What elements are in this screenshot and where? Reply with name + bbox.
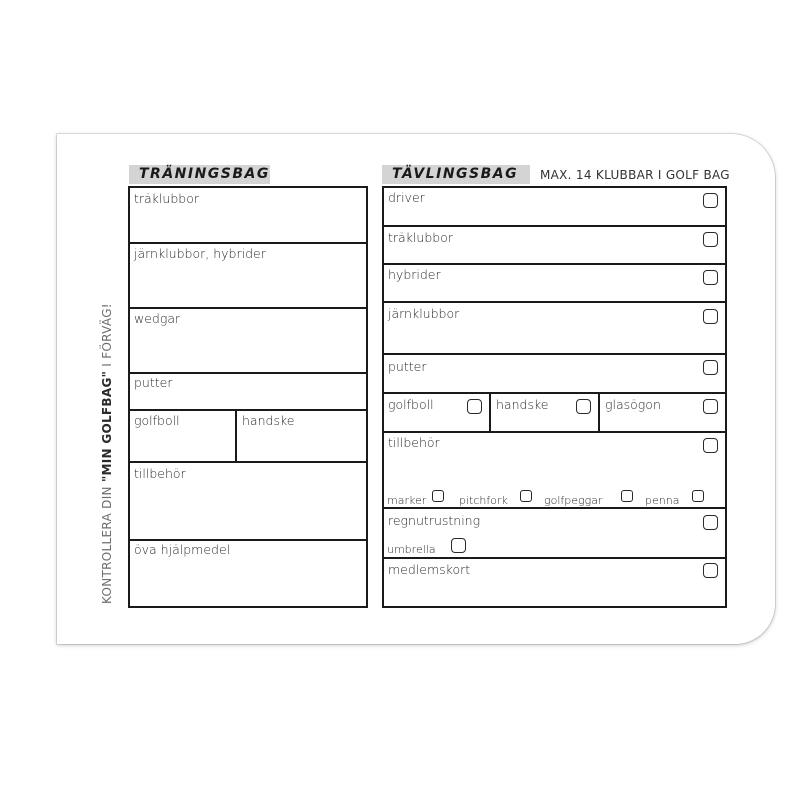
cell-divider [489, 392, 491, 433]
side-text-after: I FÖRVÄG! [100, 303, 114, 371]
membership-card-checkbox[interactable] [703, 563, 718, 578]
competition-glasses-label: glasögon [605, 397, 661, 412]
training-golf-ball-label: golfboll [134, 413, 180, 428]
competition-accessories-label: tillbehör [388, 435, 440, 450]
putter-checkbox[interactable] [703, 360, 718, 375]
row-divider [128, 307, 368, 309]
row-divider [128, 539, 368, 541]
pitchfork-label: pitchfork [459, 494, 508, 507]
competition-golf-ball-label: golfboll [388, 397, 434, 412]
hybrids-checkbox[interactable] [703, 270, 718, 285]
training-putter-label: putter [134, 375, 173, 390]
cell-divider [235, 409, 237, 463]
competition-bag-subtitle: MAX. 14 KLUBBAR I GOLF BAG [540, 168, 730, 182]
irons-checkbox[interactable] [703, 309, 718, 324]
training-accessories-label: tillbehör [134, 466, 186, 481]
row-divider [382, 225, 727, 227]
driver-checkbox[interactable] [703, 193, 718, 208]
row-divider [382, 301, 727, 303]
row-divider [128, 461, 368, 463]
glove-checkbox[interactable] [576, 399, 591, 414]
row-divider [128, 409, 368, 411]
competition-bag-title: TÄVLINGSBAG [382, 165, 530, 184]
row-divider [382, 263, 727, 265]
tees-checkbox[interactable] [621, 490, 633, 502]
row-divider [382, 353, 727, 355]
competition-wood-clubs-label: träklubbor [388, 230, 453, 245]
competition-glove-label: handske [496, 397, 549, 412]
row-divider [382, 431, 727, 433]
competition-putter-label: putter [388, 359, 427, 374]
side-reminder-text [100, 303, 114, 604]
wood-clubs-checkbox[interactable] [703, 232, 718, 247]
tees-label: golfpeggar [544, 494, 603, 507]
training-practice-aids-label: öva hjälpmedel [134, 542, 231, 557]
row-divider [382, 507, 727, 509]
row-divider [128, 372, 368, 374]
competition-irons-label: järnklubbor [388, 306, 460, 321]
training-wedges-label: wedgar [134, 311, 181, 326]
side-text-emphasis: "MIN GOLFBAG" [100, 370, 114, 483]
glasses-checkbox[interactable] [703, 399, 718, 414]
marker-label: marker [387, 494, 427, 507]
pitchfork-checkbox[interactable] [520, 490, 532, 502]
row-divider [128, 242, 368, 244]
training-wood-clubs-label: träklubbor [134, 191, 199, 206]
pen-label: penna [645, 494, 680, 507]
training-bag-title: TRÄNINGSBAG [129, 165, 270, 184]
rain-gear-checkbox[interactable] [703, 515, 718, 530]
competition-rain-gear-label: regnutrustning [388, 513, 481, 528]
training-glove-label: handske [242, 413, 295, 428]
golf-ball-checkbox[interactable] [467, 399, 482, 414]
row-divider [382, 392, 727, 394]
pen-checkbox[interactable] [692, 490, 704, 502]
cell-divider [598, 392, 600, 433]
marker-checkbox[interactable] [432, 490, 444, 502]
training-irons-hybrids-label: järnklubbor, hybrider [134, 246, 266, 261]
competition-membership-card-label: medlemskort [388, 562, 471, 577]
competition-driver-label: driver [388, 190, 425, 205]
row-divider [382, 557, 727, 559]
umbrella-label: umbrella [387, 543, 436, 556]
competition-hybrids-label: hybrider [388, 267, 441, 282]
umbrella-checkbox[interactable] [451, 538, 466, 553]
side-text-before: KONTROLLERA DIN [100, 482, 114, 604]
accessories-checkbox[interactable] [703, 438, 718, 453]
